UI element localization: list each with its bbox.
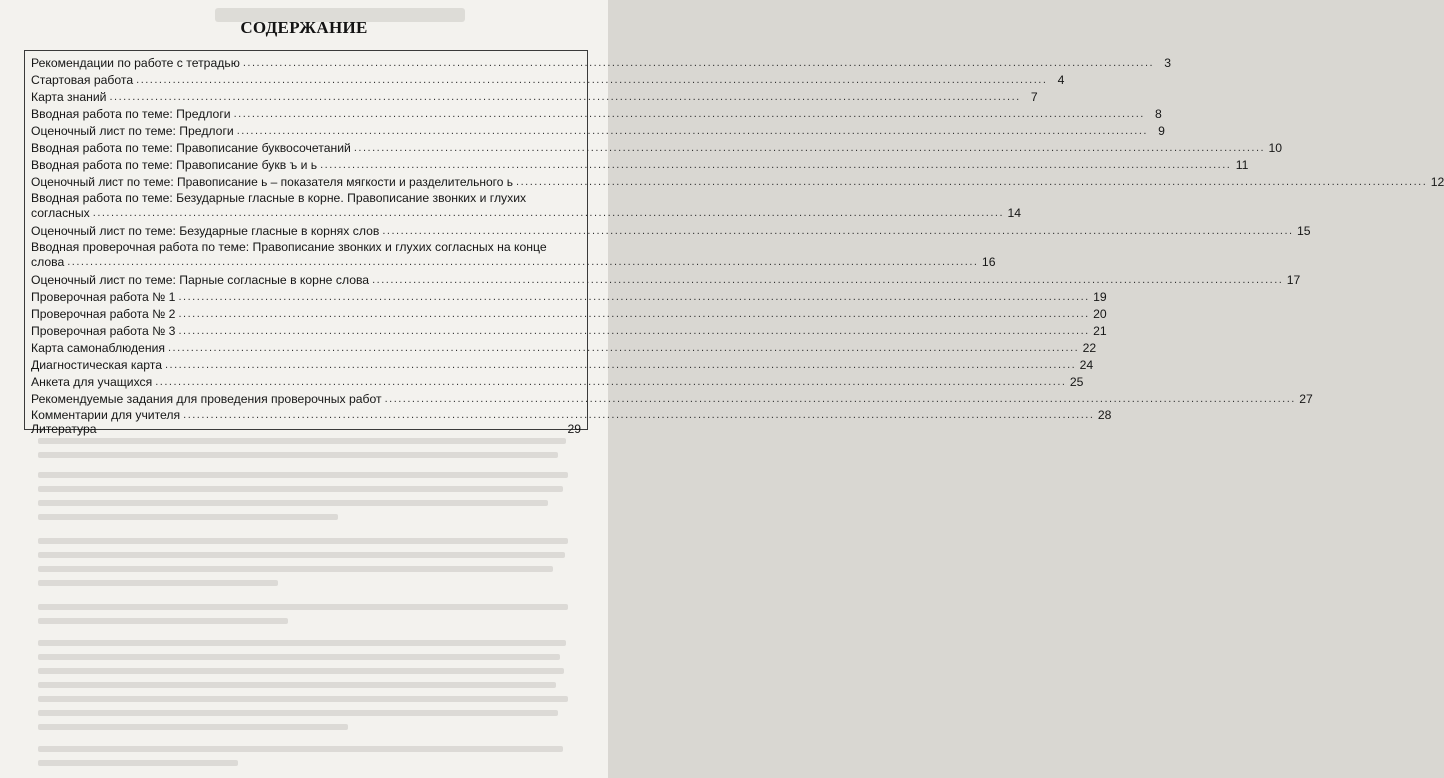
toc-entry-title: Карта знаний bbox=[31, 90, 107, 104]
bleed-through-line bbox=[38, 500, 548, 506]
toc-entry-title: Вводная работа по теме: Безударные гласные в корне. Правописание звонких и глухих bbox=[31, 191, 527, 205]
toc-entry bbox=[31, 175, 1444, 189]
toc-page-number: 28 bbox=[1097, 408, 1112, 422]
toc-entry-title-continued: согласных bbox=[31, 206, 90, 220]
toc-page-number: 11 bbox=[1235, 158, 1249, 172]
toc-page-number: 15 bbox=[1297, 224, 1311, 238]
bleed-through-line bbox=[38, 566, 553, 572]
dot-leader: ........................................................................................................................................................................................................ bbox=[516, 176, 1428, 188]
toc-entry bbox=[31, 240, 996, 269]
bleed-through-line bbox=[38, 604, 568, 610]
toc-entry-title: Карта самонаблюдения bbox=[31, 341, 165, 355]
toc-entry-title: Стартовая работа bbox=[31, 73, 134, 87]
bleed-through-line bbox=[38, 640, 566, 646]
dot-leader: ........................................................................................................................................................................................................ bbox=[92, 207, 1004, 219]
bleed-through-line bbox=[38, 668, 564, 674]
bleed-through-line bbox=[38, 452, 558, 458]
bleed-through-line bbox=[38, 538, 568, 544]
toc-page-number: 9 bbox=[1158, 124, 1165, 138]
bleed-through-line bbox=[38, 438, 566, 444]
toc-entry-title: Рекомендуемые задания для проведения проверочных работ bbox=[31, 392, 382, 406]
toc-entry bbox=[31, 124, 1165, 138]
bleed-through-line bbox=[38, 696, 568, 702]
toc-entry bbox=[31, 158, 1249, 172]
dot-leader: ........................................................................................................................................................................................................ bbox=[109, 91, 1021, 103]
dot-leader: ........................................................................................................................................................................................................ bbox=[164, 359, 1077, 371]
bleed-through-line bbox=[38, 486, 563, 492]
toc-page-number: 22 bbox=[1082, 341, 1097, 355]
toc-entry bbox=[31, 408, 1112, 422]
bleed-through-line bbox=[38, 746, 563, 752]
table-of-contents bbox=[24, 50, 1444, 436]
toc-entry bbox=[31, 422, 581, 436]
toc-entry bbox=[31, 392, 1313, 406]
toc-entry-title: Оценочный лист по теме: Парные согласные в корне слова bbox=[31, 273, 370, 287]
toc-page-number: 25 bbox=[1069, 375, 1084, 389]
toc-entry bbox=[31, 290, 1107, 304]
toc-entry bbox=[31, 358, 1094, 372]
dot-leader: ........................................................................................................................................................................................................ bbox=[353, 142, 1266, 154]
toc-page-number: 24 bbox=[1079, 358, 1094, 372]
bleed-through-line bbox=[38, 514, 338, 520]
toc-page-number: 14 bbox=[1007, 206, 1021, 220]
toc-page-number: 7 bbox=[1030, 90, 1038, 104]
dot-leader: ........................................................................................................................................................................................................ bbox=[136, 74, 1048, 86]
toc-entry-title: Оценочный лист по теме: Правописание ь – показателя мягкости и разделительного ь bbox=[31, 175, 514, 189]
bleed-through-line bbox=[38, 654, 560, 660]
bleed-through-line bbox=[38, 710, 558, 716]
dot-leader: ........................................................................................................................................................................................................ bbox=[320, 159, 1232, 171]
toc-entry bbox=[31, 375, 1084, 389]
toc-entry-title: Анкета для учащихся bbox=[31, 375, 153, 389]
dot-leader: ........................................................................................................................................................................................................ bbox=[242, 57, 1155, 69]
bleed-through-line bbox=[38, 618, 288, 624]
dot-leader: ........................................................................................................................................................................................................ bbox=[236, 125, 1148, 137]
toc-page-number: 27 bbox=[1299, 392, 1313, 406]
toc-page-number: 16 bbox=[981, 255, 996, 269]
bleed-through-line bbox=[38, 580, 278, 586]
dot-leader: ........................................................................................................................................................................................................ bbox=[155, 376, 1067, 388]
toc-entry-title: Вводная проверочная работа по теме: Правописание звонких и глухих согласных на конце bbox=[31, 240, 547, 254]
toc-entry-title: Оценочный лист по теме: Безударные гласные в корнях слов bbox=[31, 224, 380, 238]
toc-entry-title: Проверочная работа № 2 bbox=[31, 307, 176, 321]
toc-entry bbox=[31, 56, 1172, 70]
toc-entry bbox=[31, 224, 1311, 238]
bleed-through-line bbox=[38, 552, 565, 558]
dot-leader: ........................................................................................................................................................................................................ bbox=[167, 342, 1080, 354]
toc-entry-title: Диагностическая карта bbox=[31, 358, 162, 372]
toc-page-number: 21 bbox=[1093, 324, 1107, 338]
toc-page-number: 17 bbox=[1286, 273, 1301, 287]
toc-entry-title: Литература bbox=[31, 422, 97, 436]
toc-entry bbox=[31, 273, 1301, 287]
toc-entry-continuation bbox=[31, 206, 1021, 220]
toc-entry-title: Проверочная работа № 3 bbox=[31, 324, 176, 338]
toc-entry-title: Вводная работа по теме: Правописание букв ъ и ь bbox=[31, 158, 318, 172]
bleed-through-line bbox=[38, 682, 556, 688]
dot-leader: ........................................................................................................................................................................................................ bbox=[382, 225, 1294, 237]
toc-entry-title: Вводная работа по теме: Правописание буквосочетаний bbox=[31, 141, 351, 155]
dot-leader: ........................................................................................................................................................................................................ bbox=[183, 409, 1095, 421]
toc-page-number: 8 bbox=[1155, 107, 1162, 121]
toc-entry bbox=[31, 90, 1038, 104]
toc-page-number: 3 bbox=[1164, 56, 1172, 70]
toc-page-number: 12 bbox=[1430, 175, 1444, 189]
toc-entry-title: Комментарии для учителя bbox=[31, 408, 181, 422]
dot-leader: ........................................................................................................................................................................................................ bbox=[67, 256, 979, 268]
toc-page-number: 29 bbox=[567, 422, 581, 436]
toc-entry bbox=[31, 307, 1107, 321]
toc-page-number: 19 bbox=[1093, 290, 1107, 304]
toc-entry-title: Проверочная работа № 1 bbox=[31, 290, 176, 304]
toc-entry bbox=[31, 324, 1107, 338]
toc-entry-title: Оценочный лист по теме: Предлоги bbox=[31, 124, 234, 138]
toc-entry bbox=[31, 73, 1065, 87]
toc-page-number: 4 bbox=[1057, 73, 1065, 87]
toc-entry-title-continued: слова bbox=[31, 255, 65, 269]
dot-leader: ........................................................................................................................................................................................................ bbox=[178, 325, 1090, 337]
dot-leader: ........................................................................................................................................................................................................ bbox=[178, 308, 1090, 320]
toc-page-number: 20 bbox=[1093, 307, 1107, 321]
dot-leader: ........................................................................................................................................................................................................ bbox=[233, 108, 1145, 120]
dot-leader: ........................................................................................................................................................................................................ bbox=[372, 274, 1284, 286]
toc-entry bbox=[31, 191, 1021, 220]
page-title: СОДЕРЖАНИЕ bbox=[240, 18, 368, 37]
toc-entry-continuation bbox=[31, 255, 996, 269]
toc-entry bbox=[31, 341, 1097, 355]
bleed-through-line bbox=[38, 724, 348, 730]
bleed-through-line bbox=[38, 472, 568, 478]
toc-entry-title: Вводная работа по теме: Предлоги bbox=[31, 107, 231, 121]
toc-page-number: 10 bbox=[1268, 141, 1283, 155]
toc-entry bbox=[31, 141, 1283, 155]
dot-leader: ........................................................................................................................................................................................................ bbox=[384, 393, 1296, 405]
toc-entry bbox=[31, 107, 1162, 121]
dot-leader: ........................................................................................................................................................................................................ bbox=[178, 291, 1090, 303]
toc-entry-title: Рекомендации по работе с тетрадью bbox=[31, 56, 240, 70]
bleed-through-line bbox=[38, 760, 238, 766]
